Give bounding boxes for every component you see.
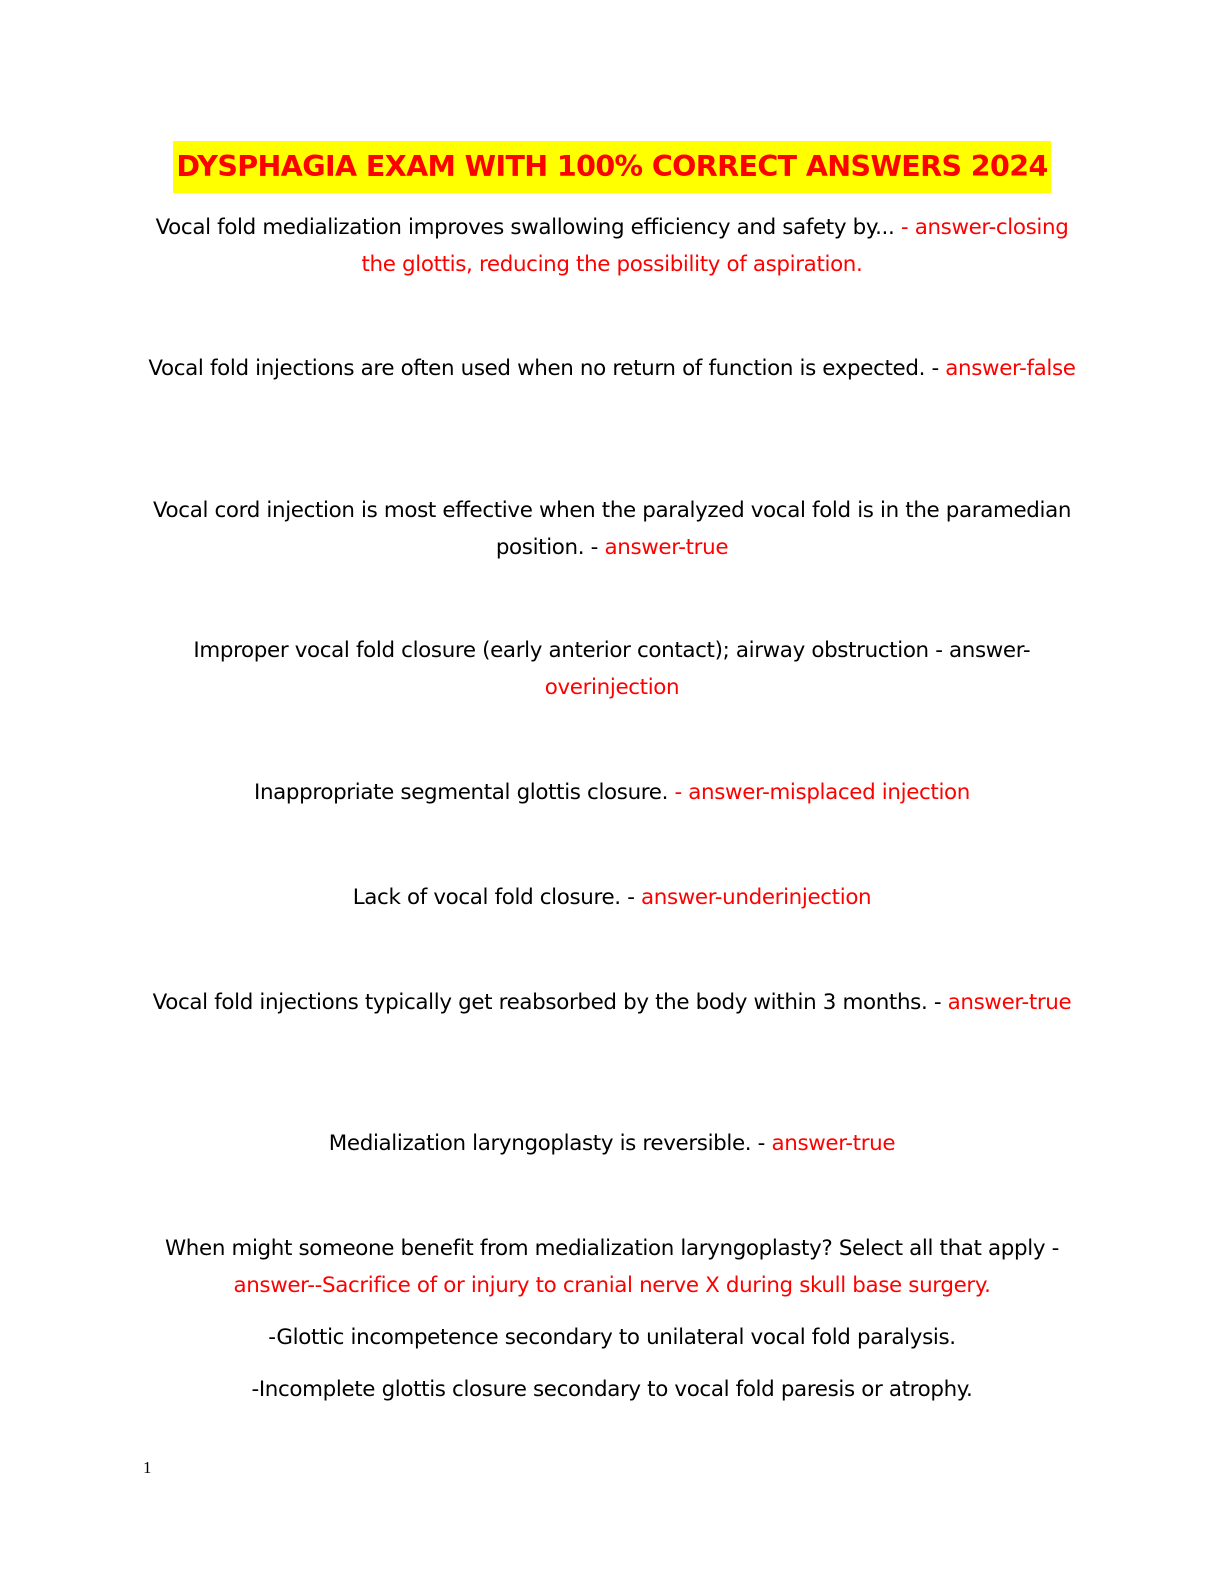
question-text: Lack of vocal fold closure. - (352, 885, 642, 910)
answer-text: answer-true (771, 1131, 896, 1156)
question-text: Medialization laryngoplasty is reversible. - (328, 1131, 772, 1156)
question-text: Vocal cord injection is most effective when the paralyzed vocal fold is in the paramedian position. - (152, 498, 1072, 560)
answer-text: answer--Sacrifice of or injury to cranial nerve X during skull base surgery. (233, 1273, 991, 1298)
answer-text: answer-false (945, 356, 1076, 381)
answer-text: answer-underinjection (641, 885, 872, 910)
answer-text: answer-true (604, 535, 729, 560)
qa-item-2 (140, 350, 1084, 387)
qa-item-1 (140, 209, 1084, 283)
qa-item-3 (140, 492, 1084, 566)
qa-item-4 (140, 632, 1084, 706)
question-text: Improper vocal fold closure (early anterior contact); airway obstruction - answer- (193, 638, 1031, 663)
qa-item-5 (140, 774, 1084, 811)
qa-item-9 (140, 1230, 1084, 1304)
question-text: When might someone benefit from medialization laryngoplasty? Select all that apply - (165, 1236, 1059, 1261)
title-container (0, 141, 1224, 193)
question-text: Vocal fold injections are often used when no return of function is expected. - (148, 356, 946, 381)
answer-text: - answer-misplaced injection (674, 780, 970, 805)
page-number: 1 (143, 1458, 152, 1477)
document-title: DYSPHAGIA EXAM WITH 100% CORRECT ANSWERS 2024 (173, 141, 1050, 193)
question-text: Inappropriate segmental glottis closure. (253, 780, 675, 805)
qa-item-6 (140, 879, 1084, 916)
qa-item-8 (140, 1125, 1084, 1162)
answer-text: - answer-closing the glottis, reducing the possibility of aspiration. (361, 215, 1069, 277)
answer-continuation-line: -Incomplete glottis closure secondary to vocal fold paresis or atrophy. (251, 1377, 973, 1402)
question-text: Vocal fold injections typically get reabsorbed by the body within 3 months. - (152, 990, 948, 1015)
question-text: Vocal fold medialization improves swallowing efficiency and safety by... (155, 215, 901, 240)
qa-item-7 (140, 984, 1084, 1021)
answer-text: overinjection (544, 675, 680, 700)
answer-text: answer-true (947, 990, 1072, 1015)
answer-continuation-line: -Glottic incompetence secondary to unilateral vocal fold paralysis. (268, 1325, 956, 1350)
